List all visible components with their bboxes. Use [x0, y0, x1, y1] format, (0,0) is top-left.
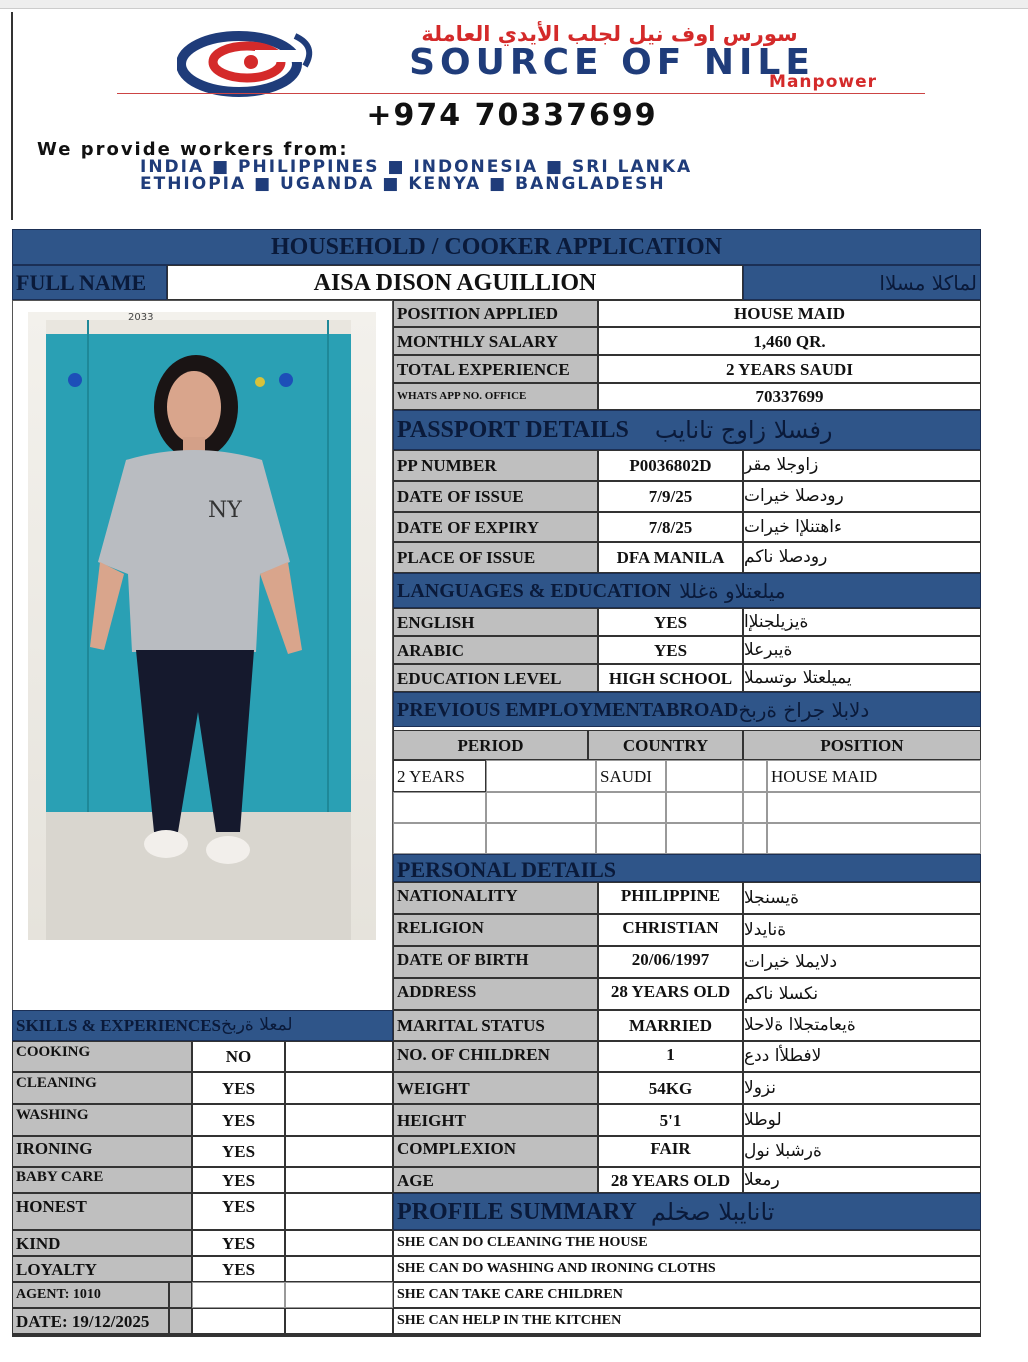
- employment-country: SAUDI: [596, 760, 666, 792]
- complexion-label: COMPLEXION: [393, 1136, 598, 1167]
- provide-intro: We provide workers from:: [37, 139, 349, 160]
- date-spacer: [169, 1308, 192, 1334]
- skill-ironing-value: YES: [192, 1136, 285, 1167]
- summary-line: SHE CAN TAKE CARE CHILDREN: [393, 1282, 981, 1308]
- employment-section-title: [393, 692, 981, 727]
- skill-blank: [285, 1230, 393, 1256]
- height-value: 5'1: [598, 1104, 743, 1136]
- skill-cooking-label: COOKING: [12, 1041, 192, 1072]
- pp-number-arabic: زاوجلا مقر: [743, 450, 981, 481]
- religion-label: RELIGION: [393, 914, 598, 946]
- english-arabic: ةيزيلجنلإا: [743, 608, 981, 636]
- nationality-value: PHILIPPINE: [598, 882, 743, 914]
- passport-section-title: [393, 410, 981, 450]
- whatsapp-value: 70337699: [598, 383, 981, 410]
- employment-blank: [486, 792, 596, 823]
- education-level-value: HIGH SCHOOL: [598, 664, 743, 692]
- date-of-expiry-value: 7/8/25: [598, 512, 743, 542]
- applicant-photo: [28, 312, 376, 940]
- marital-status-label: MARITAL STATUS: [393, 1010, 598, 1041]
- employment-position: HOUSE MAID: [767, 760, 981, 792]
- place-of-issue-label: PLACE OF ISSUE: [393, 542, 598, 573]
- period-header: PERIOD: [393, 730, 588, 760]
- arabic-value: YES: [598, 636, 743, 664]
- skill-blank: [285, 1256, 393, 1282]
- pp-number-value: P0036802D: [598, 450, 743, 481]
- english-value: YES: [598, 608, 743, 636]
- weight-label: WEIGHT: [393, 1072, 598, 1104]
- languages-title-arabic: ميلعتلاو ةغللا: [679, 578, 786, 603]
- agent-spacer: [169, 1282, 192, 1308]
- date-of-birth-value: 20/06/1997: [598, 946, 743, 978]
- full-name-arabic: لماكلا مسلاا: [743, 265, 981, 300]
- languages-section-title: [393, 573, 981, 608]
- address-value: 28 YEARS OLD: [598, 978, 743, 1010]
- date-blank: [192, 1308, 285, 1334]
- marital-status-arabic: ةيعامتجلاا ةلاحلا: [743, 1010, 981, 1041]
- religion-value: CHRISTIAN: [598, 914, 743, 946]
- form-title: HOUSEHOLD / COOKER APPLICATION: [12, 229, 981, 265]
- countries-line1: INDIA ■ PHILIPPINES ■ INDONESIA ■ SRI LANKA: [140, 157, 693, 177]
- address-arabic: نكسلا ناكم: [743, 978, 981, 1010]
- skill-loyalty-label: LOYALTY: [12, 1256, 192, 1282]
- position-applied-value: HOUSE MAID: [598, 300, 981, 327]
- skill-washing-value: YES: [192, 1104, 285, 1136]
- skills-section-title: [12, 1010, 393, 1041]
- arabic-arabic: ةيبرعلا: [743, 636, 981, 664]
- summary-title-arabic: تانايبلا صخلم: [650, 1197, 775, 1226]
- date-of-issue-arabic: رودصلا خيرات: [743, 481, 981, 512]
- skill-blank: [285, 1041, 393, 1072]
- marital-status-value: MARRIED: [598, 1010, 743, 1041]
- skill-loyalty-value: YES: [192, 1256, 285, 1282]
- place-of-issue-arabic: رودصلا ناكم: [743, 542, 981, 573]
- bottom-border: [12, 1334, 981, 1337]
- summary-section-title: [393, 1193, 981, 1230]
- company-arabic: سورس اوف نيل لجلب الأيدي العاملة: [421, 22, 798, 46]
- employment-blank: [393, 823, 486, 854]
- skill-ironing-label: IRONING: [12, 1136, 192, 1167]
- children-label: NO. OF CHILDREN: [393, 1041, 598, 1072]
- english-label: ENGLISH: [393, 608, 598, 636]
- letterhead-left-border: [11, 12, 13, 220]
- skill-blank: [285, 1167, 393, 1193]
- agent-label: AGENT: 1010: [12, 1282, 169, 1308]
- employment-blank: [666, 792, 743, 823]
- date-label: DATE: 19/12/2025: [12, 1308, 169, 1334]
- date-of-birth-arabic: دلايملا خيرات: [743, 946, 981, 978]
- employment-blank: [596, 792, 666, 823]
- date-of-issue-value: 7/9/25: [598, 481, 743, 512]
- full-name-value: AISA DISON AGUILLION: [167, 265, 743, 300]
- country-header: COUNTRY: [588, 730, 743, 760]
- shirt-logo-text: NY: [208, 498, 242, 523]
- passport-title-arabic: رفسلا زاوج تانايب: [654, 416, 833, 444]
- employment-blank: [666, 760, 743, 792]
- summary-line: SHE CAN DO CLEANING THE HOUSE: [393, 1230, 981, 1256]
- skills-title: SKILLS & EXPERIENCES: [16, 1016, 222, 1035]
- employment-blank: [393, 792, 486, 823]
- letterhead: [12, 12, 1007, 218]
- age-value: 28 YEARS OLD: [598, 1167, 743, 1193]
- employment-blank: [666, 823, 743, 854]
- position-header: POSITION: [743, 730, 981, 760]
- skill-honest-label: HONEST: [12, 1193, 192, 1230]
- agent-blank: [285, 1282, 393, 1308]
- company-sub: Manpower: [769, 72, 877, 92]
- weight-value: 54KG: [598, 1072, 743, 1104]
- employment-blank: [596, 823, 666, 854]
- employment-title: PREVIOUS EMPLOYMENTABROAD: [397, 698, 739, 721]
- summary-line: SHE CAN HELP IN THE KITCHEN: [393, 1308, 981, 1334]
- skill-cooking-value: NO: [192, 1041, 285, 1072]
- agent-blank: [192, 1282, 285, 1308]
- languages-title: LANGUAGES & EDUCATION: [397, 579, 672, 602]
- skill-washing-label: WASHING: [12, 1104, 192, 1136]
- total-experience-value: 2 YEARS SAUDI: [598, 355, 981, 383]
- skill-baby-care-label: BABY CARE: [12, 1167, 192, 1193]
- total-experience-label: TOTAL EXPERIENCE: [393, 355, 598, 383]
- skill-kind-value: YES: [192, 1230, 285, 1256]
- countries-line2: ETHIOPIA ■ UGANDA ■ KENYA ■ BANGLADESH: [140, 174, 666, 194]
- address-label: ADDRESS: [393, 978, 598, 1010]
- skill-honest-value: YES: [192, 1193, 285, 1230]
- employment-blank: [743, 823, 767, 854]
- position-applied-label: POSITION APPLIED: [393, 300, 598, 327]
- employment-period: 2 YEARS: [393, 760, 486, 792]
- whatsapp-label: WHATS APP NO. OFFICE: [393, 383, 598, 410]
- summary-title: PROFILE SUMMARY: [397, 1198, 637, 1225]
- employment-blank: [486, 760, 596, 792]
- employment-blank: [743, 792, 767, 823]
- employment-blank: [767, 823, 981, 854]
- skill-blank: [285, 1136, 393, 1167]
- complexion-value: FAIR: [598, 1136, 743, 1167]
- skill-baby-care-value: YES: [192, 1167, 285, 1193]
- monthly-salary-value: 1,460 QR.: [598, 327, 981, 355]
- employment-title-arabic: دلابلا جراخ ةربخ: [738, 697, 870, 722]
- skills-title-arabic: لمعلا ةربخ: [221, 1015, 293, 1035]
- company-name: SOURCE OF NILE: [409, 42, 815, 83]
- age-arabic: رمعلا: [743, 1167, 981, 1193]
- personal-section-title: PERSONAL DETAILS: [393, 854, 981, 882]
- date-of-issue-label: DATE OF ISSUE: [393, 481, 598, 512]
- photo-sign-text: 2033: [128, 312, 154, 323]
- height-arabic: لوطلا: [743, 1104, 981, 1136]
- passport-title: PASSPORT DETAILS: [397, 417, 629, 443]
- employment-blank: [743, 760, 767, 792]
- skill-blank: [285, 1072, 393, 1104]
- skill-kind-label: KIND: [12, 1230, 192, 1256]
- children-arabic: لافطلأا ددع: [743, 1041, 981, 1072]
- complexion-arabic: ةرشبلا نول: [743, 1136, 981, 1167]
- full-name-label: FULL NAME: [12, 265, 167, 300]
- top-edge: [0, 0, 1028, 9]
- religion-arabic: ةنايدلا: [743, 914, 981, 946]
- nationality-label: NATIONALITY: [393, 882, 598, 914]
- header-divider: [117, 93, 925, 94]
- employment-blank: [767, 792, 981, 823]
- skill-cleaning-label: CLEANING: [12, 1072, 192, 1104]
- date-of-expiry-label: DATE OF EXPIRY: [393, 512, 598, 542]
- education-level-label: EDUCATION LEVEL: [393, 664, 598, 692]
- date-of-expiry-arabic: ءاهتنلإا خيرات: [743, 512, 981, 542]
- skill-blank: [285, 1193, 393, 1230]
- nationality-arabic: ةيسنجلا: [743, 882, 981, 914]
- date-blank: [285, 1308, 393, 1334]
- phone-number: +974 70337699: [366, 98, 658, 133]
- pp-number-label: PP NUMBER: [393, 450, 598, 481]
- arabic-label: ARABIC: [393, 636, 598, 664]
- age-label: AGE: [393, 1167, 598, 1193]
- employment-blank: [486, 823, 596, 854]
- height-label: HEIGHT: [393, 1104, 598, 1136]
- education-level-arabic: يميلعتلا ىوتسملا: [743, 664, 981, 692]
- place-of-issue-value: DFA MANILA: [598, 542, 743, 573]
- monthly-salary-label: MONTHLY SALARY: [393, 327, 598, 355]
- company-logo: [177, 26, 332, 98]
- skill-blank: [285, 1104, 393, 1136]
- skill-cleaning-value: YES: [192, 1072, 285, 1104]
- weight-arabic: نزولا: [743, 1072, 981, 1104]
- summary-line: SHE CAN DO WASHING AND IRONING CLOTHS: [393, 1256, 981, 1282]
- date-of-birth-label: DATE OF BIRTH: [393, 946, 598, 978]
- children-value: 1: [598, 1041, 743, 1072]
